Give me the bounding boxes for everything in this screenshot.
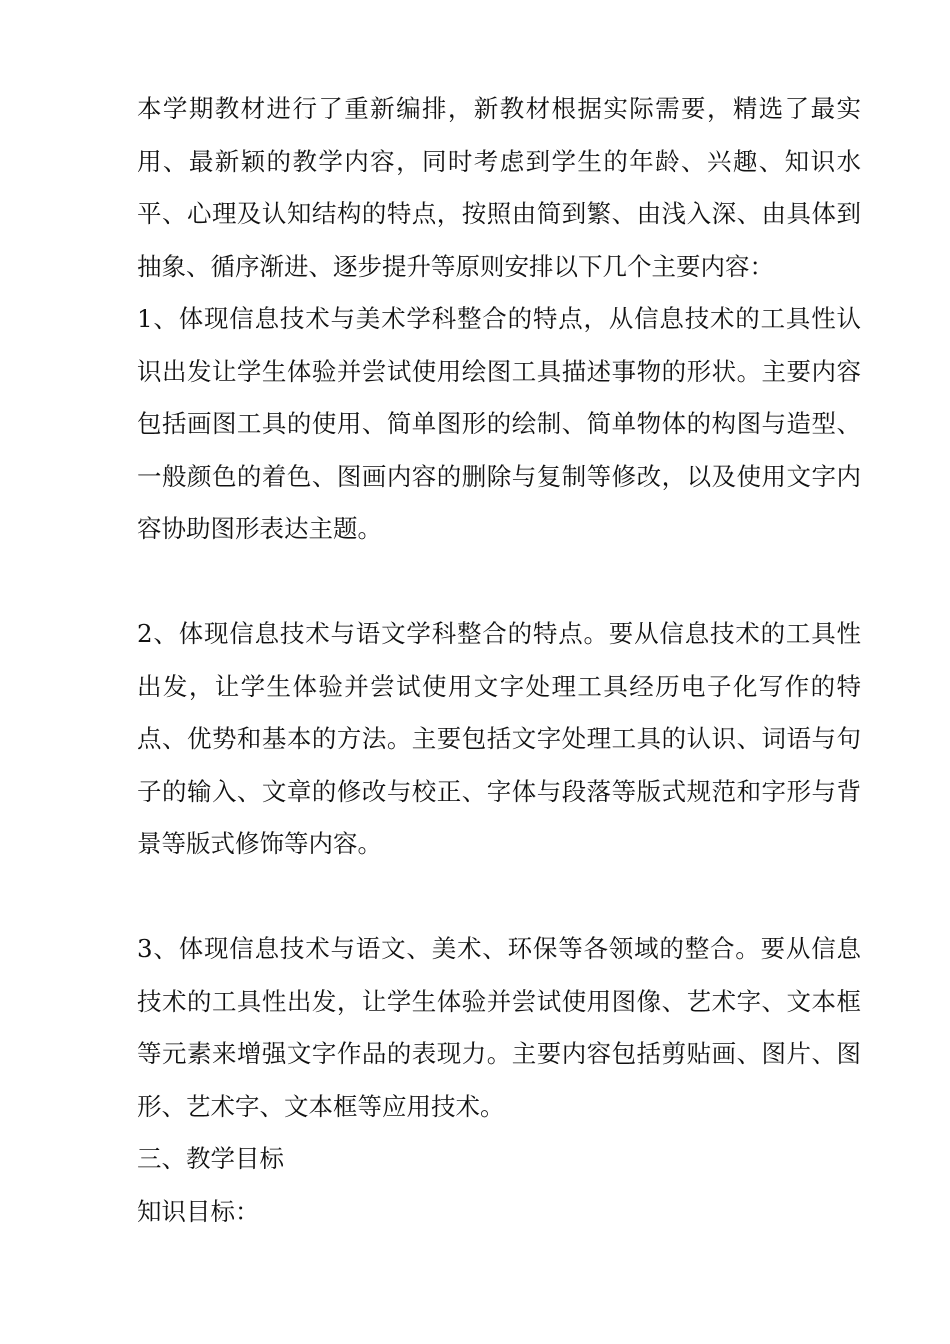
subheading-knowledge-goals: 知识目标： (137, 1196, 260, 1226)
content-item-3-paragraph: 3、体现信息技术与语文、美术、环保等各领域的整合。要从信息技术的工具性出发，让学生体验并尝试使用图像、艺术字、文本框等元素来增强文字作品的表现力。主要内容包括剪贴画、图片、图形、艺术字、文本框等应用技术。 (137, 934, 861, 1121)
section-heading-teaching-goals: 三、教学目标 (137, 1144, 284, 1173)
document-body (137, 83, 861, 1238)
content-item-1-paragraph: 1、体现信息技术与美术学科整合的特点，从信息技术的工具性认识出发让学生体验并尝试使用绘图工具描述事物的形状。主要内容包括画图工具的使用、简单图形的绘制、简单物体的构图与造型、一般颜色的着色、图画内容的删除与复制等修改，以及使用文字内容协助图形表达主题。 (137, 304, 861, 543)
content-item-2-paragraph: 2、体现信息技术与语文学科整合的特点。要从信息技术的工具性出发，让学生体验并尝试使用文字处理工具经历电子化写作的特点、优势和基本的方法。主要包括文字处理工具的认识、词语与句子的输入、文章的修改与校正、字体与段落等版式规范和字形与背景等版式修饰等内容。 (137, 619, 861, 858)
intro-paragraph: 本学期教材进行了重新编排，新教材根据实际需要，精选了最实用、最新颖的教学内容，同时考虑到学生的年龄、兴趣、知识水平、心理及认知结构的特点，按照由简到繁、由浅入深、由具体到抽象、循序渐进、逐步提升等原则安排以下几个主要内容： (137, 94, 861, 281)
